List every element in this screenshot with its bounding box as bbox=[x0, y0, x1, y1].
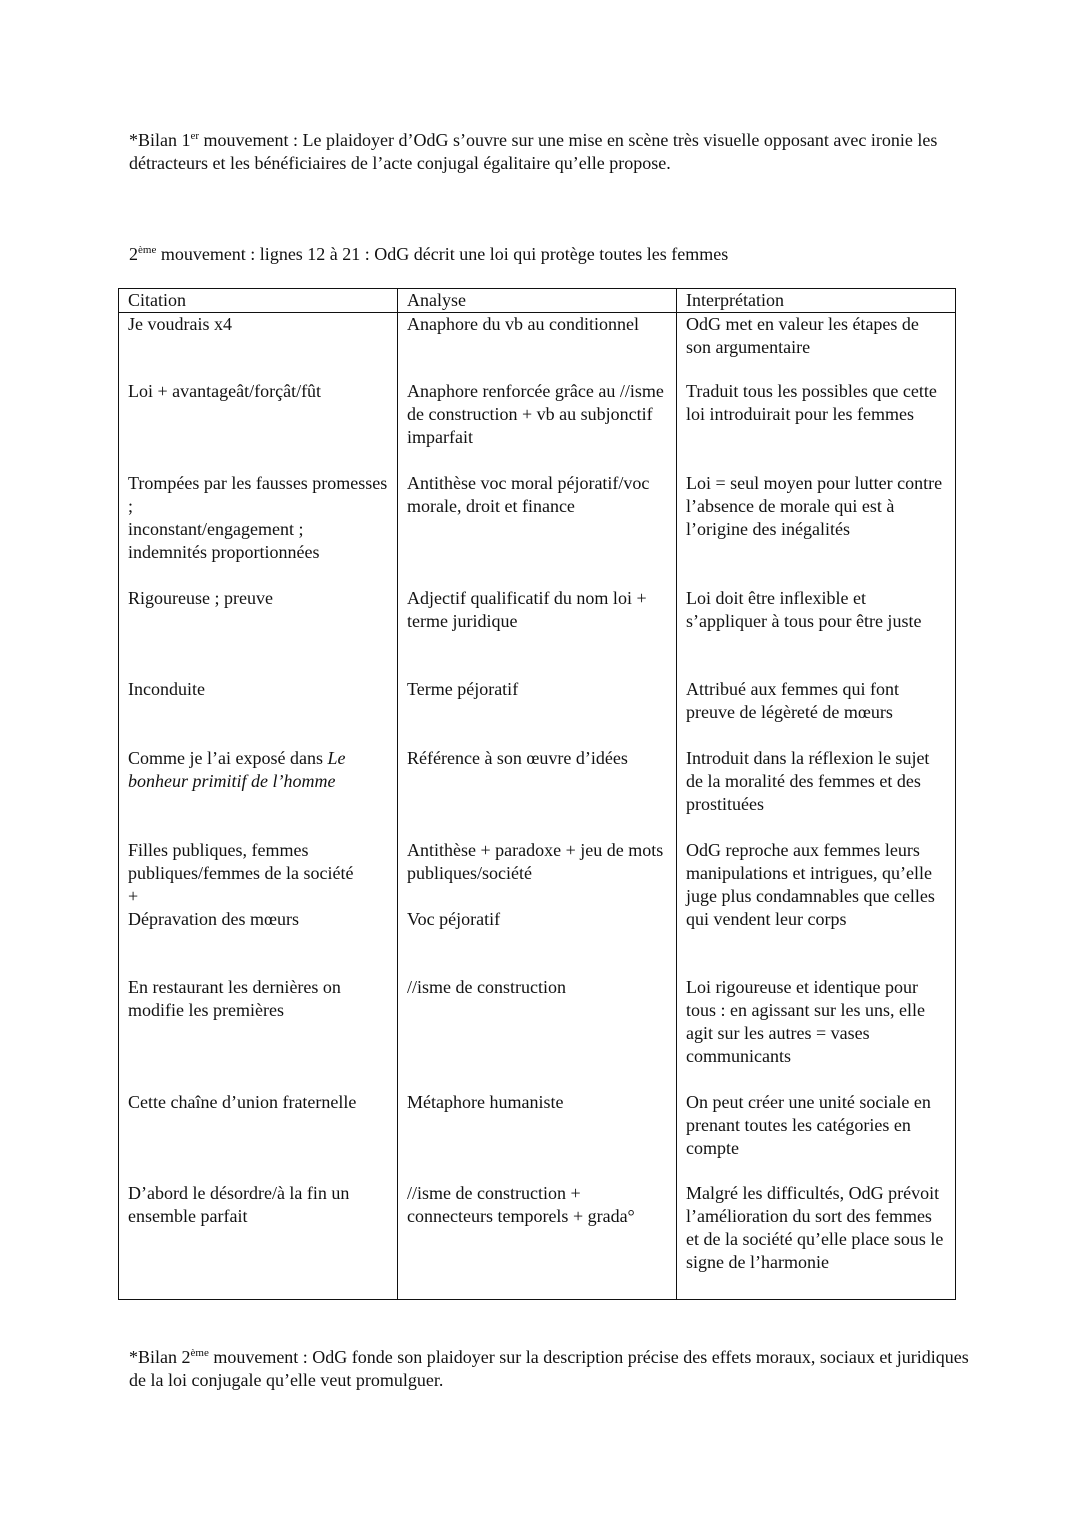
bilan2-prefix: *Bilan 2 bbox=[129, 1347, 191, 1367]
analysis-table bbox=[118, 288, 956, 1300]
cell-interpretation: Loi = seul moyen pour lutter contre l’absence de morale qui est à l’origine des inégalités bbox=[677, 472, 956, 587]
citation-text: Comme je l’ai exposé dans bbox=[128, 747, 328, 768]
mvt2-sup: ème bbox=[138, 244, 157, 256]
cell-analyse: Anaphore du vb au conditionnel bbox=[398, 313, 677, 380]
bilan2-sup: ème bbox=[190, 1347, 209, 1359]
cell-interpretation: OdG met en valeur les étapes de son argumentaire bbox=[677, 313, 956, 380]
movement-2-heading bbox=[129, 243, 969, 266]
cell-citation: Trompées par les fausses promesses ; inconstant/engagement ; indemnités proportionnées bbox=[119, 472, 398, 587]
cell-interpretation: Loi doit être inflexible et s’appliquer à tous pour être juste bbox=[677, 587, 956, 678]
mvt2-prefix: 2 bbox=[129, 244, 138, 264]
bilan-2eme-mouvement bbox=[129, 1346, 969, 1392]
cell-analyse: Anaphore renforcée grâce au //isme de construction + vb au subjonctif imparfait bbox=[398, 380, 677, 472]
cell-interpretation: Introduit dans la réflexion le sujet de la moralité des femmes et des prostituées bbox=[677, 747, 956, 839]
table-row bbox=[119, 587, 956, 678]
table-row bbox=[119, 678, 956, 747]
cell-interpretation: Malgré les difficultés, OdG prévoit l’amélioration du sort des femmes et de la société qu’elle place sous le signe de l’harmonie bbox=[677, 1182, 956, 1300]
mvt2-text: mouvement : lignes 12 à 21 : OdG décrit une loi qui protège toutes les femmes bbox=[156, 244, 729, 264]
cell-citation: Cette chaîne d’union fraternelle bbox=[119, 1091, 398, 1182]
bilan2-text: mouvement : OdG fonde son plaidoyer sur la description précise des effets moraux, sociaux et juridiques de la loi conjugale qu’elle veut promulguer. bbox=[129, 1347, 969, 1390]
cell-citation: Rigoureuse ; preuve bbox=[119, 587, 398, 678]
bilan1-prefix: *Bilan 1 bbox=[129, 130, 191, 150]
table-row bbox=[119, 1182, 956, 1300]
table-row bbox=[119, 1091, 956, 1182]
bilan1-sup: er bbox=[190, 130, 200, 142]
cell-citation: Filles publiques, femmes publiques/femmes de la société + Dépravation des mœurs bbox=[119, 839, 398, 976]
cell-citation bbox=[119, 747, 398, 839]
bilan-1er-mouvement bbox=[129, 129, 969, 175]
cell-citation: Je voudrais x4 bbox=[119, 313, 398, 380]
book-title: Le bonheur primitif de l’homme bbox=[128, 747, 346, 791]
cell-interpretation: Attribué aux femmes qui font preuve de légèreté de mœurs bbox=[677, 678, 956, 747]
cell-interpretation: Loi rigoureuse et identique pour tous : en agissant sur les uns, elle agit sur les autres = vases communicants bbox=[677, 976, 956, 1091]
header-citation: Citation bbox=[119, 289, 398, 313]
cell-citation: En restaurant les dernières on modifie les premières bbox=[119, 976, 398, 1091]
cell-analyse: Adjectif qualificatif du nom loi + terme juridique bbox=[398, 587, 677, 678]
cell-interpretation: Traduit tous les possibles que cette loi introduirait pour les femmes bbox=[677, 380, 956, 472]
cell-analyse: Terme péjoratif bbox=[398, 678, 677, 747]
cell-analyse: //isme de construction bbox=[398, 976, 677, 1091]
cell-analyse: Référence à son œuvre d’idées bbox=[398, 747, 677, 839]
cell-citation: Inconduite bbox=[119, 678, 398, 747]
table-row bbox=[119, 839, 956, 976]
cell-citation: D’abord le désordre/à la fin un ensemble parfait bbox=[119, 1182, 398, 1300]
cell-citation: Loi + avantageât/forçât/fût bbox=[119, 380, 398, 472]
header-interpretation: Interprétation bbox=[677, 289, 956, 313]
table-header-row bbox=[119, 289, 956, 313]
table-row bbox=[119, 380, 956, 472]
cell-interpretation: OdG reproche aux femmes leurs manipulations et intrigues, qu’elle juge plus condamnables que celles qui vendent leur corps bbox=[677, 839, 956, 976]
bilan1-text: mouvement : Le plaidoyer d’OdG s’ouvre sur une mise en scène très visuelle opposant avec ironie les détracteurs et les bénéficiaires de l’acte conjugal égalitaire qu’elle propose. bbox=[129, 130, 938, 173]
cell-analyse: Antithèse voc moral péjoratif/voc morale, droit et finance bbox=[398, 472, 677, 587]
cell-interpretation: On peut créer une unité sociale en prenant toutes les catégories en compte bbox=[677, 1091, 956, 1182]
header-analyse: Analyse bbox=[398, 289, 677, 313]
cell-analyse: Antithèse + paradoxe + jeu de mots publiques/société Voc péjoratif bbox=[398, 839, 677, 976]
table-row bbox=[119, 472, 956, 587]
cell-analyse: //isme de construction + connecteurs temporels + grada° bbox=[398, 1182, 677, 1300]
table-row bbox=[119, 313, 956, 380]
table-row bbox=[119, 976, 956, 1091]
cell-analyse: Métaphore humaniste bbox=[398, 1091, 677, 1182]
table-row bbox=[119, 747, 956, 839]
